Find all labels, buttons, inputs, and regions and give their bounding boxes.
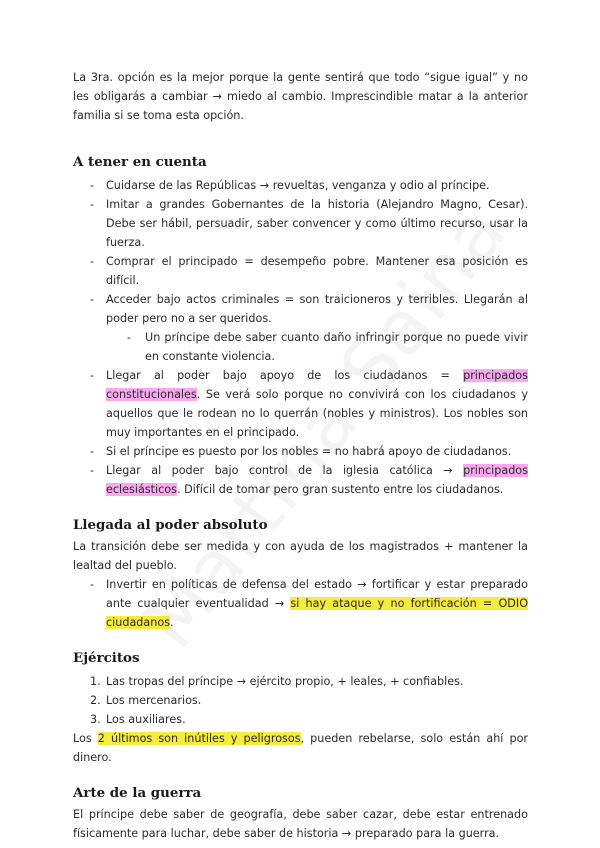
heading-llegada-al-poder: Llegada al poder absoluto — [73, 517, 268, 533]
defense-list — [73, 575, 528, 632]
list-item-text: Los auxiliares. — [106, 713, 186, 726]
considerations-list — [73, 176, 528, 499]
list-item — [73, 461, 528, 499]
list-item-text: Las tropas del príncipe → ejército propio, + leales, + confiables. — [106, 675, 464, 688]
highlight-ultimos-inutiles: 2 últimos son inútiles y peligrosos — [97, 732, 301, 745]
section4-paragraph: El príncipe debe saber de geografía, debe saber cazar, debe estar entrenado físicamente para luchar, debe saber de historia → preparado para la guerra. — [73, 808, 528, 840]
section2-paragraph: La transición debe ser medida y con ayuda de los magistrados + mantener la lealtad del pueblo. — [73, 540, 528, 572]
text-segment: . — [170, 616, 174, 629]
heading-ejercitos: Ejércitos — [73, 650, 140, 666]
text-segment: Llegar al poder bajo apoyo de los ciudadanos = — [106, 369, 464, 382]
armies-note — [73, 729, 528, 767]
list-item — [73, 366, 528, 442]
text-segment: , pueden rebelarse, solo están ahí por dinero. — [73, 732, 529, 764]
intro-paragraph: La 3ra. opción es la mejor porque la gente sentirá que todo “sigue igual” y no les obligarás a cambiar → miedo al cambio. Imprescindible matar a la anterior familia si se toma esta opción. — [73, 71, 528, 122]
list-item-text: Acceder bajo actos criminales = son traicioneros y terribles. Llegarán al poder pero no a ser queridos. — [106, 293, 528, 325]
text-segment: Invertir en políticas de defensa del estado → fortificar y estar preparado ante cualquier eventualidad → — [106, 578, 528, 610]
list-number: 2. — [90, 694, 101, 707]
list-item: - Cuidarse de las Repúblicas → revueltas, venganza y odio al príncipe. — [73, 176, 528, 195]
list-item: - Imitar a grandes Gobernantes de la historia (Alejandro Magno, Cesar). Debe ser hábil, persuadir, saber convencer y como último recurso, usar la fuerza. — [73, 195, 528, 252]
heading-arte-de-la-guerra: Arte de la guerra — [73, 785, 202, 801]
sublist-item: - Un príncipe debe saber cuanto daño infringir porque no puede vivir en constante violencia. — [73, 328, 528, 366]
list-item — [73, 290, 528, 366]
list-item — [73, 691, 528, 710]
text-segment: . Difícil de tomar pero gran sustento entre los ciudadanos. — [176, 483, 504, 496]
list-item — [73, 575, 528, 632]
sublist — [73, 328, 528, 366]
document-page — [73, 68, 528, 843]
list-item — [73, 710, 528, 729]
list-item — [73, 672, 528, 691]
armies-list — [73, 672, 528, 729]
list-number: 3. — [90, 713, 101, 726]
heading-a-tener-en-cuenta: A tener en cuenta — [73, 154, 207, 170]
text-segment: Los — [73, 732, 98, 745]
text-segment: Llegar al poder bajo control de la iglesia católica → — [106, 464, 464, 477]
text-segment: . Se verá solo porque no convivirá con los ciudadanos y aquellos que le rodean no lo querrán (nobles y ministros). Los nobles son muy importantes en el principado. — [106, 388, 528, 439]
highlight-principados-eclesiasticos: principados eclesiásticos — [106, 464, 528, 496]
highlight-principados-constitucionales: principados constitucionales — [106, 369, 528, 401]
list-number: 1. — [90, 675, 101, 688]
list-item: - Si el príncipe es puesto por los nobles = no habrá apoyo de ciudadanos. — [73, 442, 528, 461]
list-item: - Comprar el principado = desempeño pobre. Mantener esa posición es difícil. — [73, 252, 528, 290]
highlight-odio-ciudadanos: si hay ataque y no fortificación = ODIO ciudadanos — [106, 597, 528, 629]
list-item-text: Los mercenarios. — [106, 694, 202, 707]
